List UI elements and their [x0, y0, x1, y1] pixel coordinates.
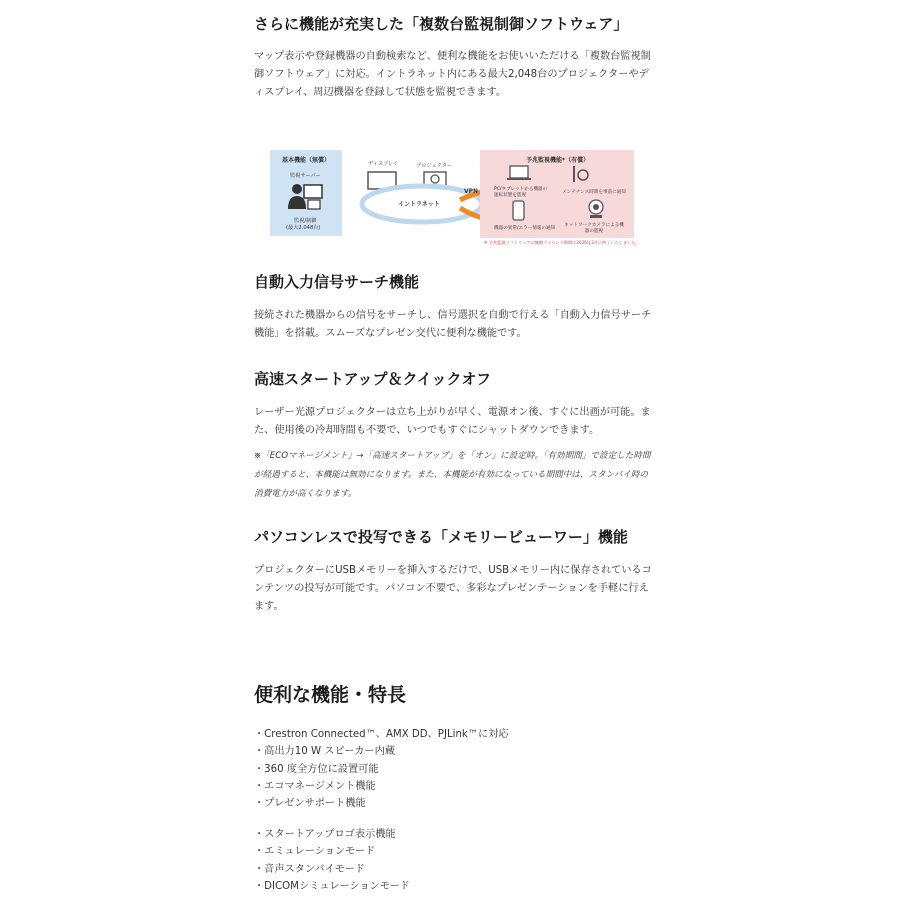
- basic-function-title: 基本機能（無償）: [282, 157, 331, 164]
- feature-item: ・360 度全方位に設置可能: [254, 763, 379, 775]
- section-body-auto-input-search: 接続された機器からの信号をサーチし、信号選択を自動で行える「自動入力信号サーチ機能」を搭載。スムーズなプレゼン交代に便利な機能です。: [254, 310, 652, 339]
- laptop-icon: [506, 165, 534, 181]
- feature-item: ・エコマネージメント機能: [254, 780, 376, 792]
- feature-item: ・Crestron Connected™、AMX DD、PJLink™に対応: [254, 729, 509, 740]
- tools-icon: [568, 164, 590, 184]
- feature-item: ・音声スタンバイモード: [254, 863, 365, 875]
- vpn-label: VPN: [464, 188, 479, 195]
- feature-item: ・プレゼンサポート機能: [254, 798, 366, 810]
- right-item-2: メンテナンス時期を事前に通知: [562, 190, 626, 195]
- server-person-icon: [284, 181, 328, 211]
- network-camera-icon: [586, 198, 606, 220]
- section-title-memory-viewer: パソコンレスで投写できる「メモリービューワー」機能: [254, 528, 628, 546]
- right-item-3: 機器の異常/エラー情報の通知: [494, 226, 556, 231]
- left-caption-1: 監視/制御: [294, 218, 317, 224]
- section-title-quick-startup: 高速スタートアップ＆クイックオフ: [254, 370, 492, 388]
- section-title-auto-input-search: 自動入力信号サーチ機能: [254, 273, 420, 291]
- feature-item: ・高出力10 W スピーカー内蔵: [254, 746, 395, 758]
- phone-hand-icon: [510, 200, 528, 222]
- monitoring-diagram: [270, 148, 638, 248]
- section-body-quick-startup: レーザー光源プロジェクターは立ち上がりが早く、電源オン後、すぐに出画が可能。また、使用後の冷却時間も不要で、いつでもすぐにシャットダウンできます。: [254, 407, 651, 436]
- right-item-1: PC/タブレットから機器の運転状態を監視: [494, 187, 548, 198]
- section-body-memory-viewer: プロジェクターにUSBメモリーを挿入するだけで、USBメモリー内に保存されているコンテンツの投写が可能です。パソコン不要で、多彩なプレゼンテーションを手軽に行えます。: [254, 565, 652, 612]
- features-list-2: [254, 826, 654, 895]
- feature-item: ・スタートアップロゴ表示機能: [254, 829, 396, 840]
- display-label: ディスプレイ: [368, 161, 399, 167]
- right-item-4: ネットワークカメラによる機器の監視: [564, 223, 624, 234]
- predictive-function-title: 予兆監視機能*（有償）: [526, 157, 590, 164]
- section-note-quick-startup: ※「ECOマネージメント」→「高速スタートアップ」を「オン」に設定時。「有効期間」で設定した時間が経過すると、本機能は無効になります。また、本機能が有効になっている期間中は、スタンバイ時の消費電力が高くなります。: [254, 451, 651, 499]
- left-caption-2: (最大2,048台): [286, 225, 321, 231]
- section-title-monitoring-software: さらに機能が充実した「複数台監視制御ソフトウェア」: [254, 15, 629, 33]
- projector-label: プロジェクター: [416, 163, 453, 169]
- intranet-label: イントラネット: [398, 201, 440, 208]
- server-label: 監視サーバー: [290, 173, 321, 179]
- section-body-monitoring-software: マップ表示や登録機器の自動検索など、便利な機能をお使いいただける「複数台監視制御ソフトウェア」に対応。イントラネット内にある最大2,048台のプロジェクターやディスプレイ、周辺機器を登録して状態を監視できます。: [254, 51, 651, 98]
- features-title: 便利な機能・特長: [254, 684, 407, 706]
- diagram-footnote: ※ 予兆監視ソフトウェアの無償ライセンス期間は2026年3月に終了いたしました。: [484, 240, 640, 245]
- features-list-1: [254, 726, 654, 812]
- feature-item: ・DICOMシミュレーションモード: [254, 880, 410, 892]
- feature-item: ・エミュレーションモード: [254, 846, 376, 858]
